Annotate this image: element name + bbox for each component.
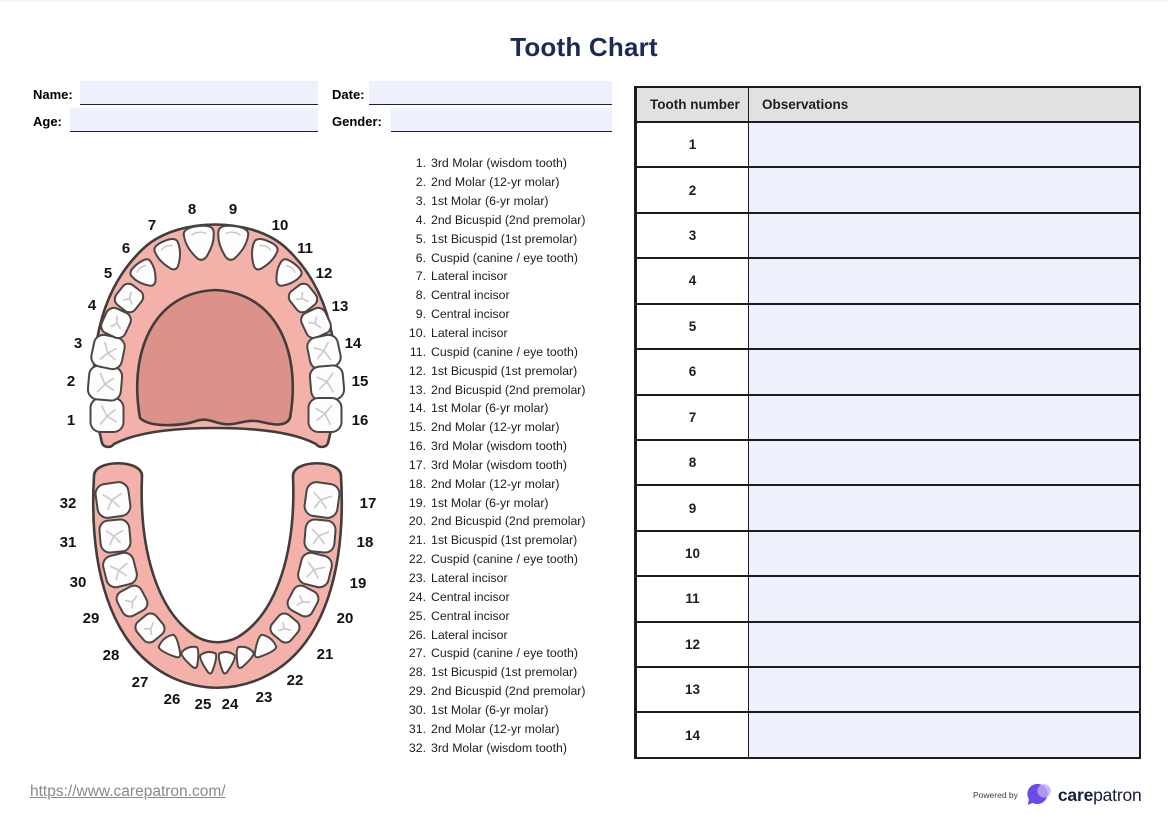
tooth-list-number: 6.: [415, 250, 426, 265]
tooth-list-item: [399, 173, 614, 192]
tooth-number-label-6: 6: [121, 240, 131, 257]
powered-by-carepatron: [973, 777, 1142, 813]
tooth-list-name: Central incisor: [431, 307, 510, 322]
observation-cell[interactable]: [749, 532, 1139, 575]
tooth-list-name: 1st Molar (6-yr molar): [431, 401, 549, 416]
tooth-number-label-15: 15: [351, 373, 369, 390]
tooth-number-cell: 9: [637, 486, 749, 529]
tooth-number-label-18: 18: [356, 534, 374, 551]
tooth-list-item: [399, 380, 614, 399]
tooth-list-number: 25.: [408, 608, 426, 623]
tooth-list-item: [399, 474, 614, 493]
tooth-list-number: 24.: [408, 589, 426, 604]
tooth-list-name: Central incisor: [431, 589, 510, 604]
tooth-list-number: 4.: [415, 212, 426, 227]
tooth-list-item: [399, 418, 614, 437]
tooth-list-number: 13.: [408, 382, 426, 397]
tooth-list-number: 7.: [415, 269, 426, 284]
tooth-list-number: 11.: [409, 344, 426, 359]
tooth-list-name: 1st Molar (6-yr molar): [431, 702, 549, 717]
tooth-number-cell: 11: [637, 577, 749, 620]
tooth-list-number: 32.: [408, 740, 426, 755]
tooth-number-cell: 12: [637, 623, 749, 666]
observations-table-header: [637, 88, 1139, 123]
date-label: Date:: [332, 87, 365, 102]
table-row: [637, 577, 1139, 622]
table-row: [637, 532, 1139, 577]
tooth-number-label-29: 29: [82, 610, 100, 627]
tooth-number-label-26: 26: [163, 691, 181, 708]
tooth-list-item: [399, 342, 614, 361]
tooth-number-label-13: 13: [331, 298, 349, 315]
tooth-number-column-header: Tooth number: [637, 88, 749, 121]
tooth-number-label-10: 10: [271, 217, 289, 234]
tooth-list-name: 1st Bicuspid (1st premolar): [431, 231, 578, 246]
table-row: [637, 441, 1139, 486]
observations-column-header: Observations: [762, 97, 849, 112]
tooth-list-item: [399, 229, 614, 248]
observation-cell[interactable]: [749, 577, 1139, 620]
tooth-number-cell: 13: [637, 668, 749, 711]
tooth-number-cell: 2: [637, 168, 749, 211]
tooth-number-cell: 5: [637, 305, 749, 348]
tooth-list-item: [399, 550, 614, 569]
table-row: [637, 668, 1139, 713]
tooth-number-cell: 7: [637, 396, 749, 439]
observation-cell[interactable]: [749, 668, 1139, 711]
age-label: Age:: [33, 114, 62, 129]
name-label: Name:: [33, 87, 73, 102]
tooth-list-name: Lateral incisor: [431, 269, 508, 284]
tooth-list-item: [399, 399, 614, 418]
tooth-list-item: [399, 719, 614, 738]
tooth-number-label-32: 32: [59, 495, 77, 512]
tooth-list-name: 2nd Molar (12-yr molar): [431, 721, 560, 736]
tooth-list-item: [399, 663, 614, 682]
tooth-list-number: 16.: [408, 439, 426, 454]
tooth-list-item: [399, 493, 614, 512]
tooth-number-label-19: 19: [349, 575, 367, 592]
date-field[interactable]: [369, 81, 612, 105]
observation-cell[interactable]: [749, 441, 1139, 484]
brand-care: care: [1057, 784, 1094, 805]
tooth-number-cell: 3: [637, 214, 749, 257]
tooth-number-cell: 1: [637, 123, 749, 166]
tooth-number-label-24: 24: [221, 696, 239, 713]
tooth-list-name: 3rd Molar (wisdom tooth): [431, 439, 567, 454]
lower-arch-diagram: [40, 452, 410, 722]
tooth-list-name: 2nd Bicuspid (2nd premolar): [431, 684, 586, 699]
tooth-list-number: 5.: [415, 231, 426, 246]
tooth-list-number: 15.: [408, 420, 426, 435]
tooth-list-name: 2nd Bicuspid (2nd premolar): [431, 212, 586, 227]
observation-cell[interactable]: [749, 168, 1139, 211]
tooth-list-number: 8.: [415, 288, 426, 303]
tooth-list-item: [399, 267, 614, 286]
tooth-list-name: 3rd Molar (wisdom tooth): [431, 740, 567, 755]
tooth-list-item: [399, 682, 614, 701]
tooth-list-item: [399, 606, 614, 625]
tooth-list-name: Cuspid (canine / eye tooth): [431, 552, 578, 567]
tooth-number-label-1: 1: [66, 412, 76, 429]
tooth-shape-2: [87, 365, 123, 402]
tooth-list-item: [399, 248, 614, 267]
tooth-list-number: 27.: [408, 646, 426, 661]
carepatron-wordmark: [1058, 785, 1142, 806]
age-field[interactable]: [70, 108, 318, 132]
tooth-list-item: [399, 437, 614, 456]
tooth-number-label-17: 17: [359, 495, 377, 512]
tooth-list-number: 19.: [408, 495, 426, 510]
tooth-list-name: 2nd Bicuspid (2nd premolar): [431, 514, 586, 529]
tooth-number-label-31: 31: [59, 534, 77, 551]
tooth-list-item: [399, 512, 614, 531]
tooth-number-label-12: 12: [315, 265, 333, 282]
gender-field[interactable]: [391, 108, 612, 132]
table-row: [637, 168, 1139, 213]
tooth-list-name: Lateral incisor: [431, 627, 508, 642]
tooth-list-number: 17.: [408, 457, 426, 472]
observations-table: [634, 86, 1141, 759]
carepatron-url-link[interactable]: https://www.carepatron.com/: [30, 783, 226, 800]
tooth-list-item: [399, 700, 614, 719]
tooth-number-label-28: 28: [102, 647, 120, 664]
tooth-number-cell: 4: [637, 259, 749, 302]
tooth-list-number: 23.: [408, 570, 426, 585]
tooth-shape-3: [90, 333, 127, 371]
tooth-number-label-30: 30: [69, 574, 87, 591]
tooth-shape-16: [309, 398, 342, 432]
tooth-number-label-3: 3: [73, 335, 83, 352]
tooth-list-number: 30.: [408, 702, 426, 717]
tooth-list-item: [399, 192, 614, 211]
tooth-number-label-20: 20: [336, 610, 354, 627]
tooth-list-number: 14.: [408, 401, 426, 416]
tooth-shape-18: [304, 519, 337, 553]
tooth-number-label-5: 5: [103, 265, 113, 282]
tooth-number-label-23: 23: [255, 689, 273, 706]
upper-arch-diagram: [40, 197, 410, 452]
tooth-list-number: 9.: [415, 307, 426, 322]
tooth-list-item: [399, 286, 614, 305]
tooth-list-item: [399, 587, 614, 606]
tooth-number-cell: 14: [637, 713, 749, 756]
observation-cell[interactable]: [749, 350, 1139, 393]
tooth-list-name: 2nd Molar (12-yr molar): [431, 175, 560, 190]
observation-cell[interactable]: [749, 486, 1139, 529]
tooth-list-number: 2.: [415, 175, 426, 190]
tooth-number-label-21: 21: [316, 646, 334, 663]
tooth-list-item: [399, 456, 614, 475]
tooth-shape-15: [309, 365, 345, 402]
table-row: [637, 396, 1139, 441]
tooth-list-name: 1st Molar (6-yr molar): [431, 495, 549, 510]
tooth-list-number: 28.: [408, 665, 426, 680]
tooth-number-label-25: 25: [194, 696, 212, 713]
tooth-number-cell: 8: [637, 441, 749, 484]
tooth-list-item: [399, 211, 614, 230]
tooth-list-name: 1st Bicuspid (1st premolar): [431, 665, 578, 680]
tooth-list-name: Central incisor: [431, 288, 510, 303]
tooth-list-name: 2nd Molar (12-yr molar): [431, 420, 560, 435]
table-row: [637, 350, 1139, 395]
tooth-list-number: 26.: [408, 627, 426, 642]
tooth-list-number: 29.: [408, 684, 426, 699]
page-title: Tooth Chart: [510, 32, 658, 62]
tooth-shape-32: [94, 481, 131, 519]
tooth-number-label-4: 4: [87, 297, 97, 314]
table-row: [637, 623, 1139, 668]
tooth-shape-17: [303, 481, 340, 519]
tooth-number-label-2: 2: [66, 373, 76, 390]
tooth-list-name: 3rd Molar (wisdom tooth): [431, 156, 567, 171]
tooth-list-name: 3rd Molar (wisdom tooth): [431, 457, 567, 472]
brand-patron: patron: [1093, 784, 1142, 805]
tooth-number-label-8: 8: [187, 201, 197, 218]
tooth-number-label-27: 27: [131, 674, 149, 691]
tooth-list-number: 1.: [415, 156, 426, 171]
observation-cell[interactable]: [749, 123, 1139, 166]
tooth-list-number: 3.: [415, 194, 426, 209]
observation-cell[interactable]: [749, 713, 1139, 756]
tooth-list-name: Cuspid (canine / eye tooth): [431, 344, 578, 359]
table-row: [637, 486, 1139, 531]
observation-cell[interactable]: [749, 214, 1139, 257]
tooth-list-name: 1st Molar (6-yr molar): [431, 194, 549, 209]
tooth-list-item: [399, 625, 614, 644]
tooth-list-name: Cuspid (canine / eye tooth): [431, 250, 578, 265]
tooth-list-number: 20.: [408, 514, 426, 529]
tooth-number-label-16: 16: [351, 412, 369, 429]
tooth-list-number: 31.: [408, 721, 426, 736]
tooth-list-name: 2nd Molar (12-yr molar): [431, 476, 560, 491]
tooth-number-label-9: 9: [228, 201, 238, 218]
tooth-list-item: [399, 644, 614, 663]
tooth-list-item: [399, 738, 614, 757]
observation-cell[interactable]: [749, 396, 1139, 439]
tooth-list-number: 12.: [408, 363, 426, 378]
observation-cell[interactable]: [749, 305, 1139, 348]
tooth-number-label-14: 14: [344, 335, 362, 352]
powered-by-label: Powered by: [973, 790, 1018, 800]
tooth-list-item: [399, 361, 614, 380]
table-row: [637, 713, 1139, 756]
tooth-number-label-11: 11: [297, 240, 313, 257]
tooth-list-number: 10.: [408, 326, 426, 341]
observation-cell[interactable]: [749, 259, 1139, 302]
table-row: [637, 259, 1139, 304]
tooth-list-name: Lateral incisor: [431, 326, 508, 341]
tooth-list-name: 2nd Bicuspid (2nd premolar): [431, 382, 586, 397]
observation-cell[interactable]: [749, 623, 1139, 666]
tooth-name-list: [399, 154, 614, 757]
tooth-list-name: 1st Bicuspid (1st premolar): [431, 363, 578, 378]
tooth-number-cell: 6: [637, 350, 749, 393]
tooth-list-item: [399, 324, 614, 343]
tooth-list-name: 1st Bicuspid (1st premolar): [431, 533, 578, 548]
tooth-shape-31: [99, 519, 132, 553]
gender-label: Gender:: [332, 114, 382, 129]
tooth-list-name: Lateral incisor: [431, 570, 508, 585]
tooth-list-item: [399, 531, 614, 550]
table-row: [637, 123, 1139, 168]
tooth-number-cell: 10: [637, 532, 749, 575]
table-row: [637, 305, 1139, 350]
tooth-number-label-7: 7: [147, 217, 157, 234]
tooth-number-label-22: 22: [286, 672, 304, 689]
tooth-shape-1: [91, 398, 124, 432]
tooth-list-name: Central incisor: [431, 608, 510, 623]
tooth-list-item: [399, 569, 614, 588]
tooth-list-number: 21.: [408, 533, 426, 548]
tooth-list-number: 18.: [408, 476, 426, 491]
tooth-list-item: [399, 154, 614, 173]
tooth-list-number: 22.: [408, 552, 426, 567]
tooth-list-item: [399, 305, 614, 324]
tooth-list-name: Cuspid (canine / eye tooth): [431, 646, 578, 661]
name-field[interactable]: [80, 81, 318, 105]
carepatron-logo-icon: [1025, 782, 1051, 808]
table-row: [637, 214, 1139, 259]
